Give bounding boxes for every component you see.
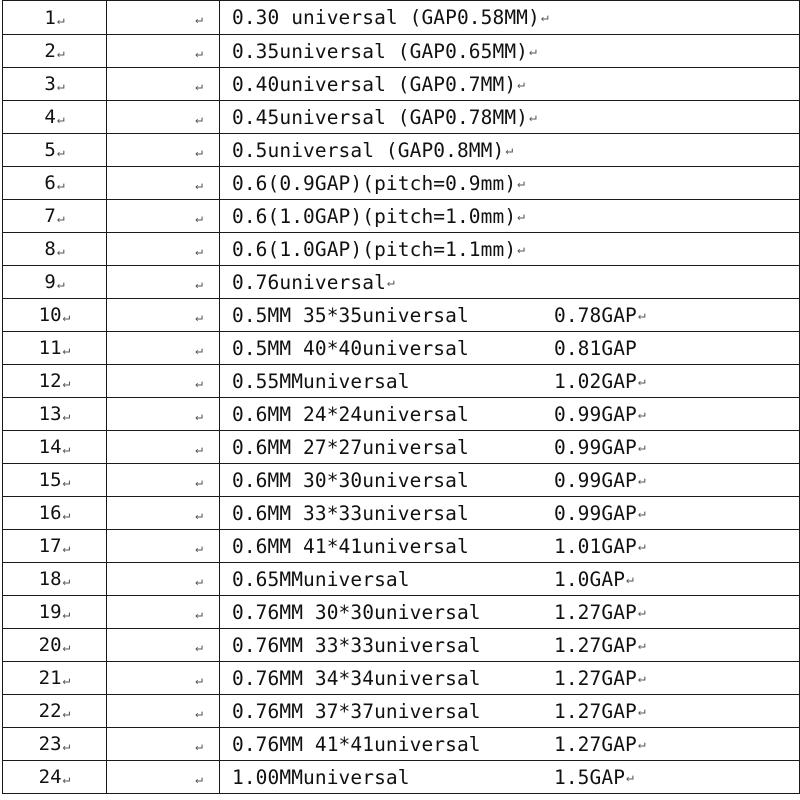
description-cell bbox=[220, 662, 800, 695]
description-text: 0.6MM 27*27universal bbox=[232, 435, 469, 459]
paragraph-mark-icon: ↵ bbox=[637, 670, 646, 686]
gap-value: 1.27GAP bbox=[554, 600, 637, 624]
paragraph-mark-icon: ↵ bbox=[195, 375, 203, 391]
paragraph-mark-icon: ↵ bbox=[62, 376, 71, 391]
row-number-cell bbox=[3, 728, 107, 761]
description-cell bbox=[220, 266, 800, 299]
paragraph-mark-icon: ↵ bbox=[195, 243, 203, 259]
paragraph-mark-icon: ↵ bbox=[56, 12, 65, 28]
empty-cell bbox=[107, 596, 220, 629]
spec-table bbox=[2, 0, 800, 794]
empty-cell bbox=[107, 662, 220, 695]
paragraph-mark-icon: ↵ bbox=[56, 46, 65, 61]
table-row bbox=[3, 200, 800, 233]
paragraph-mark-icon: ↵ bbox=[195, 78, 203, 94]
row-number-cell bbox=[3, 167, 107, 200]
paragraph-mark-icon: ↵ bbox=[62, 772, 71, 787]
description-cell bbox=[220, 431, 800, 464]
row-number-cell bbox=[3, 266, 107, 299]
row-number: 21 bbox=[38, 667, 62, 689]
empty-cell bbox=[107, 68, 220, 101]
description-cell bbox=[220, 695, 800, 728]
paragraph-mark-icon: ↵ bbox=[56, 112, 65, 127]
table-row bbox=[3, 233, 800, 266]
table-row bbox=[3, 332, 800, 365]
row-number-cell bbox=[3, 761, 107, 794]
row-number: 20 bbox=[38, 634, 62, 656]
paragraph-mark-icon: ↵ bbox=[637, 637, 646, 653]
paragraph-mark-icon: ↵ bbox=[195, 276, 203, 292]
table-row bbox=[3, 695, 800, 728]
row-number-cell bbox=[3, 299, 107, 332]
empty-cell bbox=[107, 431, 220, 464]
table-row bbox=[3, 464, 800, 497]
description-cell bbox=[220, 497, 800, 530]
row-number: 24 bbox=[38, 766, 62, 788]
paragraph-mark-icon: ↵ bbox=[195, 705, 203, 721]
description-text: 0.65MMuniversal bbox=[232, 567, 410, 591]
description-cell bbox=[220, 299, 800, 332]
paragraph-mark-icon: ↵ bbox=[517, 241, 526, 257]
description-cell bbox=[220, 35, 800, 68]
description-text: 0.6(1.0GAP)(pitch=1.1mm) bbox=[232, 237, 517, 261]
row-number-cell bbox=[3, 596, 107, 629]
description-cell bbox=[220, 398, 800, 431]
empty-cell bbox=[107, 761, 220, 794]
description-text: 0.35universal (GAP0.65MM) bbox=[232, 39, 528, 63]
table-row bbox=[3, 431, 800, 464]
paragraph-mark-icon: ↵ bbox=[56, 211, 65, 226]
empty-cell bbox=[107, 200, 220, 233]
paragraph-mark-icon: ↵ bbox=[529, 43, 537, 59]
description-text: 0.6(1.0GAP)(pitch=1.0mm) bbox=[232, 204, 517, 228]
gap-value: 0.99GAP bbox=[554, 435, 637, 459]
paragraph-mark-icon: ↵ bbox=[637, 604, 646, 620]
paragraph-mark-icon: ↵ bbox=[62, 310, 71, 325]
paragraph-mark-icon: ↵ bbox=[517, 76, 526, 92]
row-number: 13 bbox=[38, 403, 62, 425]
paragraph-mark-icon: ↵ bbox=[637, 307, 646, 323]
paragraph-mark-icon: ↵ bbox=[637, 736, 646, 752]
gap-value: 1.27GAP bbox=[554, 732, 637, 756]
row-number: 23 bbox=[38, 733, 62, 755]
empty-cell bbox=[107, 629, 220, 662]
row-number: 9 bbox=[44, 271, 56, 293]
paragraph-mark-icon: ↵ bbox=[195, 441, 203, 457]
table-row bbox=[3, 68, 800, 101]
empty-cell bbox=[107, 35, 220, 68]
paragraph-mark-icon: ↵ bbox=[529, 109, 537, 125]
description-text: 0.76MM 37*37universal bbox=[232, 699, 481, 723]
row-number-cell bbox=[3, 431, 107, 464]
row-number: 1 bbox=[44, 6, 56, 29]
row-number: 10 bbox=[38, 304, 62, 326]
description-cell bbox=[220, 332, 800, 365]
description-text: 0.76universal bbox=[232, 270, 386, 294]
description-cell bbox=[220, 530, 800, 563]
row-number: 14 bbox=[38, 436, 62, 458]
row-number-cell bbox=[3, 662, 107, 695]
row-number-cell bbox=[3, 695, 107, 728]
table-row bbox=[3, 728, 800, 761]
paragraph-mark-icon: ↵ bbox=[195, 12, 203, 27]
description-cell bbox=[220, 563, 800, 596]
paragraph-mark-icon: ↵ bbox=[195, 474, 203, 490]
description-text: 0.5MM 35*35universal bbox=[232, 303, 469, 327]
description-cell bbox=[220, 629, 800, 662]
paragraph-mark-icon: ↵ bbox=[195, 573, 203, 589]
paragraph-mark-icon: ↵ bbox=[637, 703, 646, 719]
paragraph-mark-icon: ↵ bbox=[62, 508, 71, 523]
table-row bbox=[3, 761, 800, 794]
paragraph-mark-icon: ↵ bbox=[62, 475, 71, 490]
paragraph-mark-icon: ↵ bbox=[637, 538, 646, 554]
gap-value: 0.99GAP bbox=[554, 501, 637, 525]
table-row bbox=[3, 629, 800, 662]
paragraph-mark-icon: ↵ bbox=[195, 309, 203, 325]
paragraph-mark-icon: ↵ bbox=[637, 505, 646, 521]
description-text: 0.5universal (GAP0.8MM) bbox=[232, 138, 505, 162]
table-row bbox=[3, 101, 800, 134]
table-row bbox=[3, 1, 800, 35]
gap-value: 1.01GAP bbox=[554, 534, 637, 558]
empty-cell bbox=[107, 167, 220, 200]
paragraph-mark-icon: ↵ bbox=[195, 507, 203, 523]
paragraph-mark-icon: ↵ bbox=[195, 540, 203, 556]
row-number-cell bbox=[3, 365, 107, 398]
paragraph-mark-icon: ↵ bbox=[195, 177, 203, 193]
paragraph-mark-icon: ↵ bbox=[195, 210, 203, 226]
empty-cell bbox=[107, 233, 220, 266]
gap-value: 0.99GAP bbox=[554, 468, 637, 492]
row-number-cell bbox=[3, 1, 107, 35]
description-cell bbox=[220, 200, 800, 233]
row-number-cell bbox=[3, 629, 107, 662]
gap-value: 0.99GAP bbox=[554, 402, 637, 426]
paragraph-mark-icon: ↵ bbox=[62, 541, 71, 556]
spec-table-body bbox=[3, 1, 800, 794]
description-cell bbox=[220, 233, 800, 266]
row-number: 15 bbox=[38, 469, 62, 491]
table-row bbox=[3, 596, 800, 629]
description-text: 0.6MM 41*41universal bbox=[232, 534, 469, 558]
table-row bbox=[3, 365, 800, 398]
paragraph-mark-icon: ↵ bbox=[62, 607, 71, 622]
row-number-cell bbox=[3, 398, 107, 431]
table-row bbox=[3, 530, 800, 563]
description-cell bbox=[220, 728, 800, 761]
table-row bbox=[3, 662, 800, 695]
description-text: 1.00MMuniversal bbox=[232, 765, 410, 789]
description-text: 0.76MM 34*34universal bbox=[232, 666, 481, 690]
table-row bbox=[3, 266, 800, 299]
paragraph-mark-icon: ↵ bbox=[637, 439, 646, 455]
empty-cell bbox=[107, 1, 220, 35]
gap-value: 1.5GAP bbox=[554, 765, 626, 789]
row-number: 17 bbox=[38, 535, 62, 557]
paragraph-mark-icon: ↵ bbox=[62, 574, 71, 589]
paragraph-mark-icon: ↵ bbox=[62, 739, 71, 754]
empty-cell bbox=[107, 530, 220, 563]
empty-cell bbox=[107, 101, 220, 134]
paragraph-mark-icon: ↵ bbox=[626, 769, 634, 785]
table-row bbox=[3, 35, 800, 68]
row-number: 16 bbox=[38, 502, 62, 524]
empty-cell bbox=[107, 134, 220, 167]
empty-cell bbox=[107, 332, 220, 365]
paragraph-mark-icon: ↵ bbox=[626, 571, 634, 587]
paragraph-mark-icon: ↵ bbox=[386, 274, 395, 290]
empty-cell bbox=[107, 695, 220, 728]
description-text: 0.76MM 41*41universal bbox=[232, 732, 481, 756]
paragraph-mark-icon: ↵ bbox=[62, 673, 71, 688]
description-text: 0.6MM 33*33universal bbox=[232, 501, 469, 525]
paragraph-mark-icon: ↵ bbox=[540, 10, 549, 25]
paragraph-mark-icon: ↵ bbox=[637, 373, 646, 389]
table-row bbox=[3, 299, 800, 332]
row-number-cell bbox=[3, 233, 107, 266]
empty-cell bbox=[107, 563, 220, 596]
gap-value: 0.78GAP bbox=[554, 303, 637, 327]
description-cell bbox=[220, 134, 800, 167]
paragraph-mark-icon: ↵ bbox=[195, 606, 203, 622]
paragraph-mark-icon: ↵ bbox=[195, 408, 203, 424]
paragraph-mark-icon: ↵ bbox=[637, 406, 646, 422]
description-cell bbox=[220, 101, 800, 134]
paragraph-mark-icon: ↵ bbox=[195, 639, 203, 655]
paragraph-mark-icon: ↵ bbox=[195, 672, 203, 688]
description-text: 0.6(0.9GAP)(pitch=0.9mm) bbox=[232, 171, 517, 195]
empty-cell bbox=[107, 299, 220, 332]
description-text: 0.76MM 33*33universal bbox=[232, 633, 481, 657]
paragraph-mark-icon: ↵ bbox=[195, 342, 203, 358]
row-number: 5 bbox=[44, 139, 56, 161]
row-number: 8 bbox=[44, 238, 56, 260]
description-cell bbox=[220, 1, 800, 35]
gap-value: 1.27GAP bbox=[554, 633, 637, 657]
table-row bbox=[3, 563, 800, 596]
row-number-cell bbox=[3, 200, 107, 233]
table-row bbox=[3, 398, 800, 431]
table-row bbox=[3, 167, 800, 200]
paragraph-mark-icon: ↵ bbox=[56, 178, 65, 193]
paragraph-mark-icon: ↵ bbox=[62, 706, 71, 721]
description-cell bbox=[220, 761, 800, 794]
paragraph-mark-icon: ↵ bbox=[62, 409, 71, 424]
row-number: 18 bbox=[38, 568, 62, 590]
paragraph-mark-icon: ↵ bbox=[195, 144, 203, 160]
description-text: 0.5MM 40*40universal bbox=[232, 336, 469, 360]
description-text: 0.40universal (GAP0.7MM) bbox=[232, 72, 517, 96]
paragraph-mark-icon: ↵ bbox=[517, 208, 526, 224]
row-number: 7 bbox=[44, 205, 56, 227]
paragraph-mark-icon: ↵ bbox=[517, 175, 526, 191]
description-cell bbox=[220, 167, 800, 200]
gap-value: 1.27GAP bbox=[554, 699, 637, 723]
row-number-cell bbox=[3, 497, 107, 530]
empty-cell bbox=[107, 728, 220, 761]
row-number-cell bbox=[3, 464, 107, 497]
row-number: 12 bbox=[38, 370, 62, 392]
paragraph-mark-icon: ↵ bbox=[56, 145, 65, 160]
row-number: 11 bbox=[38, 337, 62, 359]
row-number-cell bbox=[3, 563, 107, 596]
paragraph-mark-icon: ↵ bbox=[56, 277, 65, 292]
empty-cell bbox=[107, 398, 220, 431]
description-text: 0.30 universal (GAP0.58MM) bbox=[232, 6, 540, 29]
gap-value: 0.81GAP bbox=[554, 336, 637, 360]
paragraph-mark-icon: ↵ bbox=[505, 142, 514, 158]
gap-value: 1.27GAP bbox=[554, 666, 637, 690]
paragraph-mark-icon: ↵ bbox=[195, 111, 203, 127]
description-cell bbox=[220, 596, 800, 629]
paragraph-mark-icon: ↵ bbox=[195, 738, 203, 754]
empty-cell bbox=[107, 266, 220, 299]
paragraph-mark-icon: ↵ bbox=[62, 343, 71, 358]
paragraph-mark-icon: ↵ bbox=[195, 771, 203, 787]
gap-value: 1.02GAP bbox=[554, 369, 637, 393]
row-number-cell bbox=[3, 332, 107, 365]
description-text: 0.45universal (GAP0.78MM) bbox=[232, 105, 528, 129]
table-row bbox=[3, 497, 800, 530]
description-text: 0.76MM 30*30universal bbox=[232, 600, 481, 624]
row-number: 2 bbox=[44, 40, 56, 62]
gap-value: 1.0GAP bbox=[554, 567, 626, 591]
row-number: 3 bbox=[44, 73, 56, 95]
description-cell bbox=[220, 68, 800, 101]
paragraph-mark-icon: ↵ bbox=[56, 79, 65, 94]
description-text: 0.6MM 24*24universal bbox=[232, 402, 469, 426]
paragraph-mark-icon: ↵ bbox=[637, 472, 646, 488]
row-number: 6 bbox=[44, 172, 56, 194]
row-number-cell bbox=[3, 35, 107, 68]
empty-cell bbox=[107, 464, 220, 497]
empty-cell bbox=[107, 497, 220, 530]
empty-cell bbox=[107, 365, 220, 398]
paragraph-mark-icon: ↵ bbox=[62, 442, 71, 457]
table-row bbox=[3, 134, 800, 167]
description-cell bbox=[220, 365, 800, 398]
description-text: 0.6MM 30*30universal bbox=[232, 468, 469, 492]
row-number-cell bbox=[3, 68, 107, 101]
row-number-cell bbox=[3, 530, 107, 563]
paragraph-mark-icon: ↵ bbox=[56, 244, 65, 259]
paragraph-mark-icon: ↵ bbox=[62, 640, 71, 655]
row-number: 22 bbox=[38, 700, 62, 722]
description-cell bbox=[220, 464, 800, 497]
row-number: 4 bbox=[44, 106, 56, 128]
row-number: 19 bbox=[38, 601, 62, 623]
row-number-cell bbox=[3, 101, 107, 134]
description-text: 0.55MMuniversal bbox=[232, 369, 410, 393]
paragraph-mark-icon: ↵ bbox=[195, 45, 203, 61]
row-number-cell bbox=[3, 134, 107, 167]
